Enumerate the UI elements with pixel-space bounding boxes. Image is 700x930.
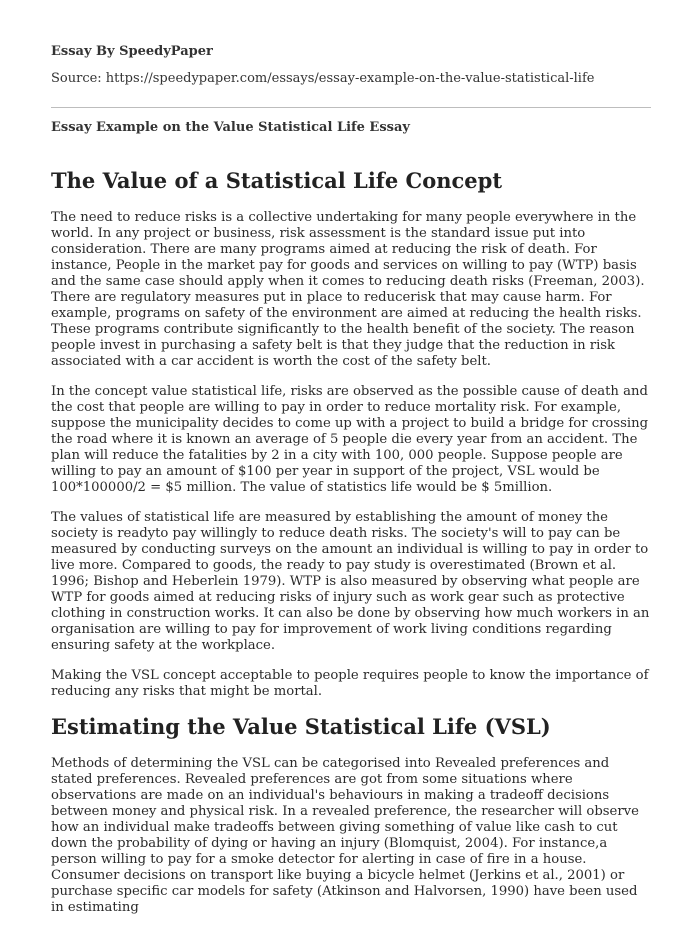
paragraph: The values of statistical life are measured by establishing the amount of money the society is readyto pay willingly to reduce death risks. The society's will to pay can be measured by conducting surveys on the amount an individual is willing to pay in order to live more. Compared to goods, the ready to pay study is overestimated (Brown et al. 1996; Bishop and Heberlein 1979). WTP is also measured by observing what people are WTP for goods aimed at reducing risks of injury such as work gear such as protective clothing in construction works. It can also be done by observing how much workers in an organisation are willing to pay for improvement of work living conditions regarding ensuring safety at the workplace.	[51, 510, 650, 653]
header-divider	[51, 107, 651, 108]
paragraph: In the concept value statistical life, risks are observed as the possible cause of death and the cost that people are willing to pay in order to reduce mortality risk. For example, suppose the municipality decides to come up with a project to build a bridge for crossing the road where it is known an average of 5 people die every year from an accident. The plan will reduce the fatalities by 2 in a city with 100, 000 people. Suppose people are willing to pay an amount of $100 per year in support of the project, VSL would be 100*100000/2 = $5 million. The value of statistics life would be $ 5million.	[51, 384, 649, 495]
section-heading-estimating-vsl: Estimating the Value Statistical Life (VSL)	[51, 714, 551, 739]
paragraph: Methods of determining the VSL can be categorised into Revealed preferences and stated preferences. Revealed preferences are got from some situations where observations are made on an individual's behaviours in making a tradeoff decisions between money and physical risk. In a revealed preference, the researcher will observe how an individual make tradeoffs between giving something of value like cash to cut down the probability of dying or having an injury (Blomquist, 2004). For instance,a person willing to pay for a smoke detector for alerting in case of fire in a house. Consumer decisions on transport like buying a bicycle helmet (Jerkins et al., 2001) or purchase specific car models for safety (Atkinson and Halvorsen, 1990) have been used in estimating	[51, 756, 639, 915]
source-line: Source: https://speedypaper.com/essays/essay-example-on-the-value-statistical-life	[51, 71, 595, 86]
brand-label: Essay By SpeedyPaper	[51, 44, 213, 59]
section-heading-vsl-concept: The Value of a Statistical Life Concept	[51, 168, 503, 193]
essay-body	[51, 168, 653, 930]
paragraph: Making the VSL concept acceptable to people requires people to know the importance of reducing any risks that might be mortal.	[51, 668, 649, 699]
paragraph: The need to reduce risks is a collective undertaking for many people everywhere in the world. In any project or business, risk assessment is the standard issue put into consideration. There are many programs aimed at reducing the risk of death. For instance, People in the market pay for goods and services on willing to pay (WTP) basis and the same case should apply when it comes to reducing death risks (Freeman, 2003). There are regulatory measures put in place to reducerisk that may cause harm. For example, programs on safety of the environment are aimed at reducing the health risks. These programs contribute significantly to the health benefit of the society. The reason people invest in purchasing a safety belt is that they judge that the reduction in risk associated with a car accident is worth the cost of the safety belt.	[51, 210, 645, 369]
essay-title: Essay Example on the Value Statistical Life Essay	[51, 120, 410, 135]
